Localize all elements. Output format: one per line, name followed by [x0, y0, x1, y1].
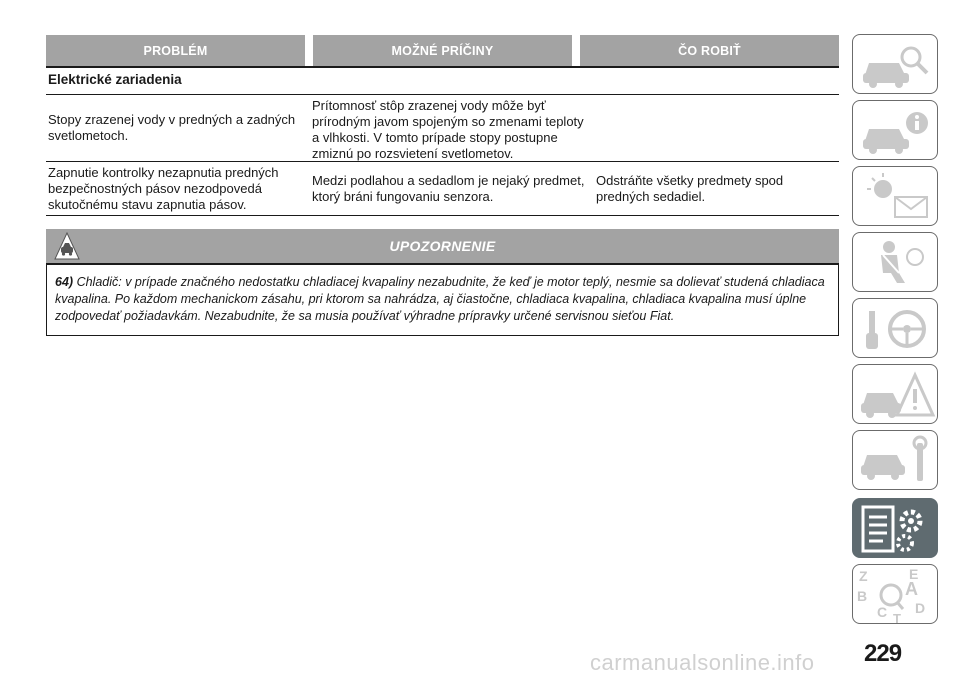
car-maintenance-wrench-icon: [853, 431, 939, 491]
action-cell: Odstráňte všetky predmety spod predných sedadiel.: [596, 172, 784, 204]
header-causes: MOŽNÉ PRÍČINY: [313, 35, 572, 66]
tab-warning-lights[interactable]: [852, 166, 938, 226]
cause-cell: Prítomnosť stôp zrazenej vody môže byť prírodným javom spojeným so zmenami teploty a vlhkosti. V tomto prípade stopy postupne zmiznú po rozsvietení svetlometov.: [312, 98, 584, 161]
tab-starting[interactable]: [852, 298, 938, 358]
tab-car-info[interactable]: [852, 100, 938, 160]
index-letter: Z: [859, 568, 868, 584]
problem-cell: Zapnutie kontrolky nezapnutia predných bezpečnostných pásov nezodpovedá skutočnému stavu zapnutia pásov.: [48, 164, 279, 212]
index-letter: T: [893, 611, 901, 625]
troubleshooting-table: [46, 35, 839, 216]
technical-data-gear-icon: [853, 499, 939, 559]
problem-cell: Stopy zrazenej vody v predných a zadných svetlometoch.: [48, 112, 296, 143]
car-info-icon: [853, 101, 939, 161]
table-header: [46, 35, 839, 66]
car-search-icon: [853, 35, 939, 95]
alphabetical-index-icon: [853, 565, 939, 625]
index-letter: E: [909, 566, 919, 582]
warning-box: [46, 229, 839, 336]
section-title: Elektrické zariadenia: [46, 68, 839, 95]
tab-maintenance[interactable]: [852, 430, 938, 490]
table-row: [46, 162, 839, 216]
tab-car-search[interactable]: [852, 34, 938, 94]
warning-title: UPOZORNENIE: [389, 238, 496, 254]
tab-emergency[interactable]: [852, 364, 938, 424]
car-emergency-warning-icon: [853, 365, 939, 425]
warning-ref: 64): [55, 275, 74, 289]
warning-header: [46, 229, 839, 265]
index-letter: B: [857, 588, 868, 604]
warning-body: [46, 265, 839, 336]
warning-lights-message-icon: [853, 167, 939, 227]
page-number: 229: [864, 640, 902, 667]
tab-technical-data[interactable]: [852, 498, 938, 558]
key-steering-wheel-icon: [853, 299, 939, 359]
header-problem: PROBLÉM: [46, 35, 305, 66]
tab-safety[interactable]: [852, 232, 938, 292]
header-action: ČO ROBIŤ: [580, 35, 839, 66]
index-letter: A: [905, 579, 918, 599]
seat-safety-airbag-icon: [853, 233, 939, 293]
index-letter: C: [877, 604, 888, 620]
watermark: carmanualsonline.info: [590, 650, 815, 675]
cause-cell: Medzi podlahou a sedadlom je nejaký predmet, ktorý bráni fungovaniu senzora.: [312, 172, 585, 204]
action-cell: [594, 95, 839, 161]
index-letter: D: [915, 600, 926, 616]
warning-text: Chladič: v prípade značného nedostatku chladiacej kvapaliny nezabudnite, že keď je motor teplý, nesmie sa dolievať studená chladiaca kvapalina. Po každom mechanickom zásahu, pri ktorom sa nahrádza, aj čiastočne, chladiaca kvapalina, chladiaca kvapalina musí úplne zodpovedať požiadavkám. Nezabudnite, že sa musia používať výhradne prípravky určené servisnou sieťou Fiat.: [55, 275, 825, 323]
tab-index[interactable]: [852, 564, 938, 624]
table-row: [46, 95, 839, 162]
